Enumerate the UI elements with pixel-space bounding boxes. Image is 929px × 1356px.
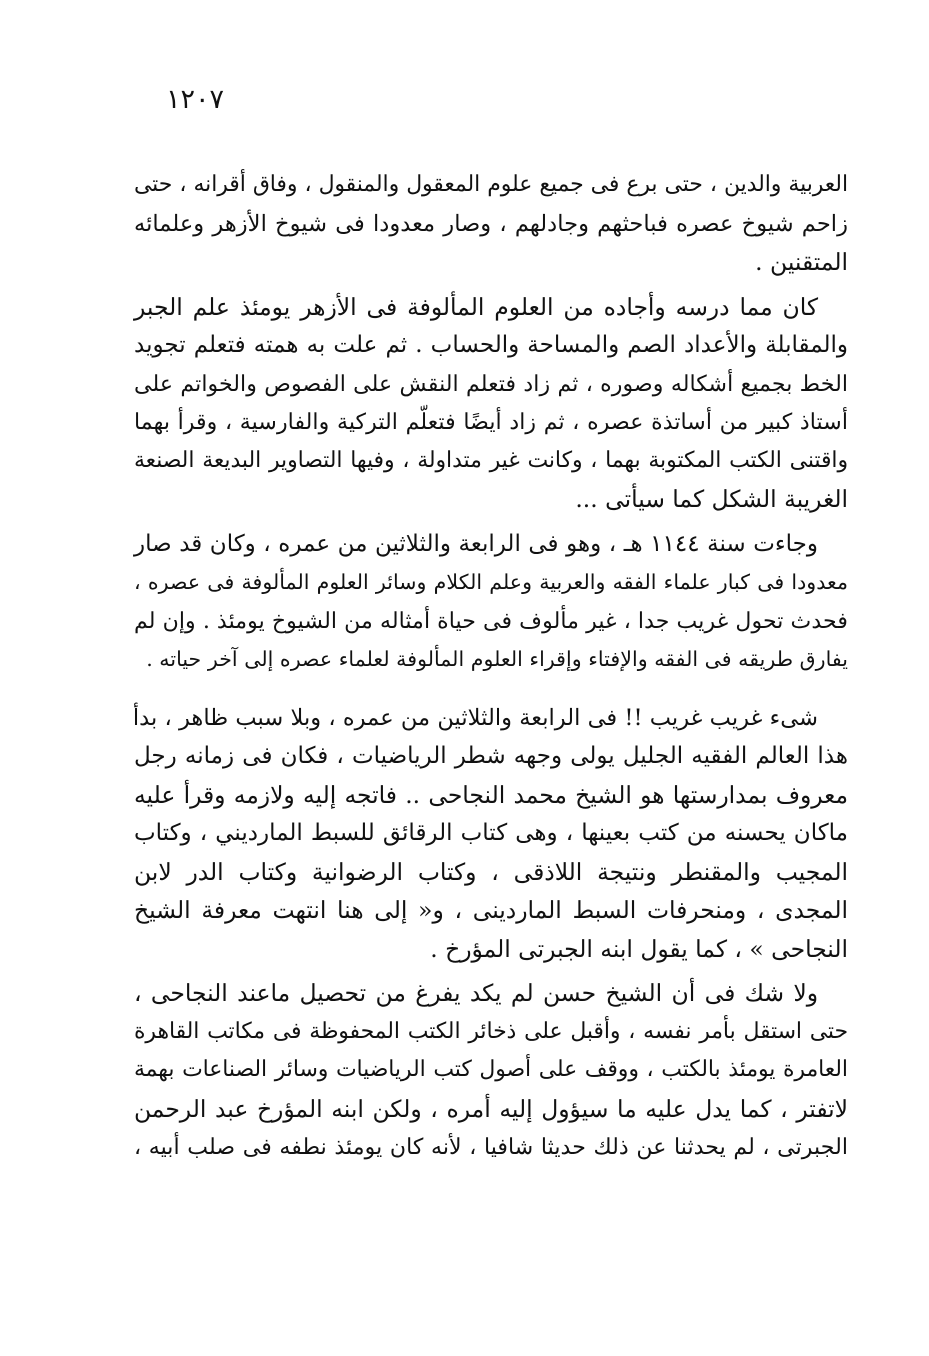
- text-line: لاتفتر ، كما يدل عليه ما سيؤول إليه أمره ، ولكن ابنه المؤرخ عبد الرحمن: [134, 1094, 848, 1123]
- paragraph-3: [134, 525, 848, 679]
- text-line: وجاءت سنة ١١٤٤ هـ ، وهو فى الرابعة والثلاثين من عمره ، وكان قد صار: [134, 530, 818, 557]
- text-line: الغريبة الشكل كما سيأتى ...: [575, 485, 848, 513]
- text-line: المجيب والمقنطر ونتيجة اللاذقى ، وكتاب الرضوانية وكتاب الدر لابن: [134, 857, 848, 886]
- text-line: فحدث تحول غريب جدا ، غير مألوف فى حياة أمثاله من الشيوخ يومئذ . وإن لم: [134, 607, 848, 634]
- text-line: ماكان يحسنه من كتب بعينها ، وهى كتاب الرقائق للسبط المارديني ، وكتاب: [134, 820, 848, 846]
- text-line: الجبرتى ، لم يحدثنا عن ذلك حديثا شافيا ، لأنه كان يومئذ نطفه فى صلب أبيه ،: [134, 1134, 848, 1160]
- text-line: والمقابلة والأعداد الصم والمساحة والحساب . ثم علت به همته فتعلم تجويد: [134, 332, 848, 358]
- text-line: ولا شك فى أن الشيخ حسن لم يكد يفرغ من تحصيل ماعند النجاحى ،: [134, 979, 818, 1007]
- text-line: الخط بجميع أشكاله وصوره ، ثم زاد فتعلم النقش على الفصوص والخواتم على: [134, 370, 848, 397]
- text-line: حتى استقل بأمر نفسه ، وأقبل على ذخائر الكتب المحفوظة فى مكاتب القاهرة: [134, 1018, 848, 1044]
- text-line: شىء غريب غريب !! فى الرابعة والثلاثين من عمره ، وبلا سبب ظاهر ، بدأ: [132, 704, 818, 731]
- text-line: زاحم شيوخ عصره فباحثهم وجادلهم ، وصار معدودا فى شيوخ الأزهر وعلمائه: [134, 210, 848, 237]
- text-line: معدودا فى كبار علماء الفقه والعربية وعلم الكلام وسائر العلوم المألوفة فى عصره ،: [134, 570, 848, 594]
- text-line: العربية والدين ، حتى برع فى جميع علوم المعقول والمنقول ، وفاق أقرانه ، حتى: [134, 172, 848, 197]
- paragraph-1: [134, 166, 848, 282]
- text-line: أستاذ كبير من أساتذة عصره ، ثم زاد أيضًا فتعلّم التركية والفارسية ، وقرأ بهما: [134, 409, 848, 435]
- text-line: يفارق طريقه فى الفقه والإفتاء وإقراء العلوم المألوفة لعلماء عصره إلى آخر حياته .: [146, 647, 848, 671]
- text-line: معروف بمدارستها هو الشيخ محمد النجاحى .. فاتجه إليه ولازمه وقرأ عليه: [134, 780, 848, 809]
- text-line: المتقنين .: [755, 248, 848, 276]
- text-line: العامرة يومئذ بالكتب ، ووقف على أصول كتب الرياضيات وسائر الصناعات بهمة: [134, 1057, 848, 1082]
- text-line: كان مما درسه وأجاده من العلوم المألوفة فى الأزهر يومئذ علم الجبر: [134, 292, 818, 321]
- text-line: واقتنى الكتب المكتوبة بهما ، وكانت غير متداولة ، وفيها التصاوير البديعة الصنعة: [134, 447, 848, 473]
- paragraph-2: [134, 288, 848, 519]
- page-number: ١٢٠٧: [166, 84, 225, 115]
- body-text: [134, 166, 848, 1167]
- text-line: هذا العالم الفقيه الجليل يولى وجهه شطر الرياضيات ، فكان فى زمانه رجل: [134, 743, 848, 769]
- text-line: المجدى ، ومنحرفات السبط الماردينى ، و« إلى هنا انتهت معرفة الشيخ: [134, 896, 848, 924]
- text-line: النجاحى » ، كما يقول ابنه الجبرتى المؤرخ .: [430, 934, 848, 963]
- paragraph-4: [134, 699, 848, 969]
- paragraph-5: [134, 974, 848, 1167]
